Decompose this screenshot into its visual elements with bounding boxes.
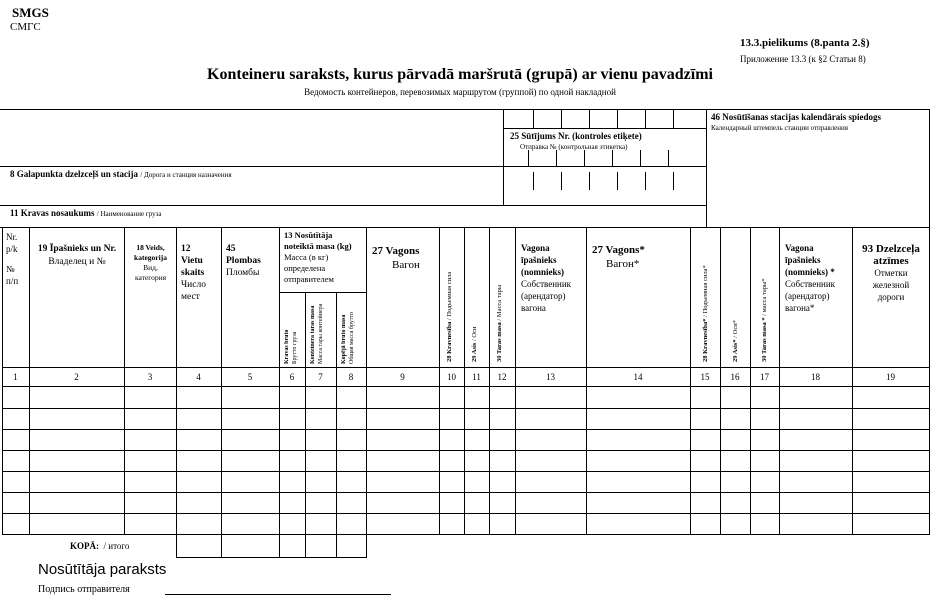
box11-top-rule — [0, 205, 706, 206]
total-label: KOPĀ: / итого — [70, 541, 130, 551]
col-number: 2 — [74, 372, 79, 382]
col-12-header: 30 Taras masa / Масса тары — [496, 284, 503, 362]
table-row — [2, 534, 930, 535]
table-row — [2, 429, 930, 430]
col-19-header: 93 Dzelzceļa atzīmes Отметки железной дороги — [862, 243, 920, 302]
box8-top-rule — [0, 166, 706, 167]
box25-label: 25 Sūtījums Nr. (kontroles etiķete) — [510, 131, 642, 141]
signature-label-ru: Подпись отправителя — [38, 584, 130, 595]
col-17-header: 30 Taras masa * / масса тары* — [761, 278, 768, 362]
col-number: 16 — [730, 372, 740, 382]
page-subtitle: Ведомость контейнеров, перевозимых маршрутом (группой) по одной накладной — [304, 87, 616, 97]
annex-label-ru: Приложение 13.3 (к §2 Статьи 8) — [740, 54, 866, 64]
table-row — [2, 492, 930, 493]
table-row — [2, 471, 930, 472]
col-13-group-header: 13 Nosūtītāja noteiktā masa (kg) Масса (в кг) определена отправителем — [284, 230, 352, 284]
col-16-header: 29 Asis* / Оси* — [732, 320, 739, 362]
page-title: Konteineru saraksts, kurus pārvadā maršrutā (grupā) ar vienu pavadzīmi — [207, 66, 713, 83]
box11-label: 11 Kravas nosaukums / Наименование груза — [10, 208, 162, 218]
col-8-header: Kopējā bruto masa Общая масса брутто — [341, 311, 355, 364]
header-bottom-rule — [2, 367, 930, 368]
col-number: 15 — [700, 372, 710, 382]
col-9-header: 27 Vagons Вагон — [372, 245, 420, 271]
table-row — [2, 513, 930, 514]
box25-label-ru: Отправка № (контрольная этикетка) — [520, 143, 628, 151]
smgs-label-ru: СМГС — [10, 21, 41, 33]
col-number: 10 — [447, 372, 456, 382]
signature-line[interactable] — [165, 594, 391, 595]
col-15-header: 28 Kravnesība* / Подъемная сила* — [702, 265, 709, 362]
box25-left-rule — [503, 109, 504, 206]
col-6-header: Kravas bruto Брутто груза — [284, 329, 298, 364]
col-10-header: 28 Kravnesība / Подъемная сила — [446, 271, 453, 362]
annex-label: 13.3.pielikums (8.panta 2.§) — [740, 37, 870, 49]
col-4-header: 12 Vietu skaits Число мест — [181, 244, 206, 302]
col-1-header: Nr. p/k № п/п — [6, 232, 19, 286]
col-11-header: 29 Asis / Оси — [471, 326, 478, 362]
box46-label: 46 Nosūtīšanas stacijas kalendārais spiedogs — [711, 112, 882, 122]
table-row — [2, 450, 930, 451]
col-number: 14 — [633, 372, 643, 382]
smgs-label: SMGS — [12, 5, 49, 20]
top-rule — [0, 109, 930, 110]
col-number: 18 — [811, 372, 820, 382]
col-number: 9 — [400, 372, 405, 382]
col-18-header: Vagona īpašnieks (nomnieks) * Собственник (арендатор) вагона* — [785, 243, 836, 313]
col-2-header: 19 Īpašnieks un Nr. Владелец и № — [37, 244, 117, 267]
numbers-bottom-rule — [2, 386, 930, 387]
col-5-header: 45 Plombas Пломбы — [226, 244, 261, 278]
col-number: 4 — [196, 372, 201, 382]
col-number: 17 — [760, 372, 769, 382]
col-number: 1 — [13, 372, 18, 382]
table-row — [2, 408, 930, 409]
col-number: 13 — [546, 372, 555, 382]
col-number: 8 — [348, 372, 354, 382]
col-number: 11 — [472, 372, 481, 382]
col-14-header: 27 Vagons* Вагон* — [592, 244, 645, 270]
col-number: 3 — [147, 372, 153, 382]
col-3-header: 18 Veids, kategorija Вид, категория — [134, 243, 167, 282]
col-number: 7 — [318, 372, 323, 382]
col-number: 6 — [289, 372, 295, 382]
total-row-bottom — [176, 557, 367, 558]
box46-label-ru: Календарный штемпель станции отправления — [711, 124, 848, 132]
table-top-rule — [0, 227, 930, 228]
col-number: 5 — [247, 372, 253, 382]
col-number: 19 — [886, 372, 895, 382]
col-13-header: Vagona īpašnieks (nomnieks) Собственник (арендатор) вагона — [521, 243, 572, 313]
box46-left-rule — [706, 109, 707, 227]
box8-label: 8 Galapunkta dzelzceļš un stacija / Дорога и станция назначения — [10, 169, 232, 179]
col-number: 12 — [497, 372, 507, 382]
signature-label: Nosūtītāja paraksts — [38, 561, 167, 578]
col-7-header: Konteinera taras masa Масса тары контейнера — [310, 303, 324, 364]
